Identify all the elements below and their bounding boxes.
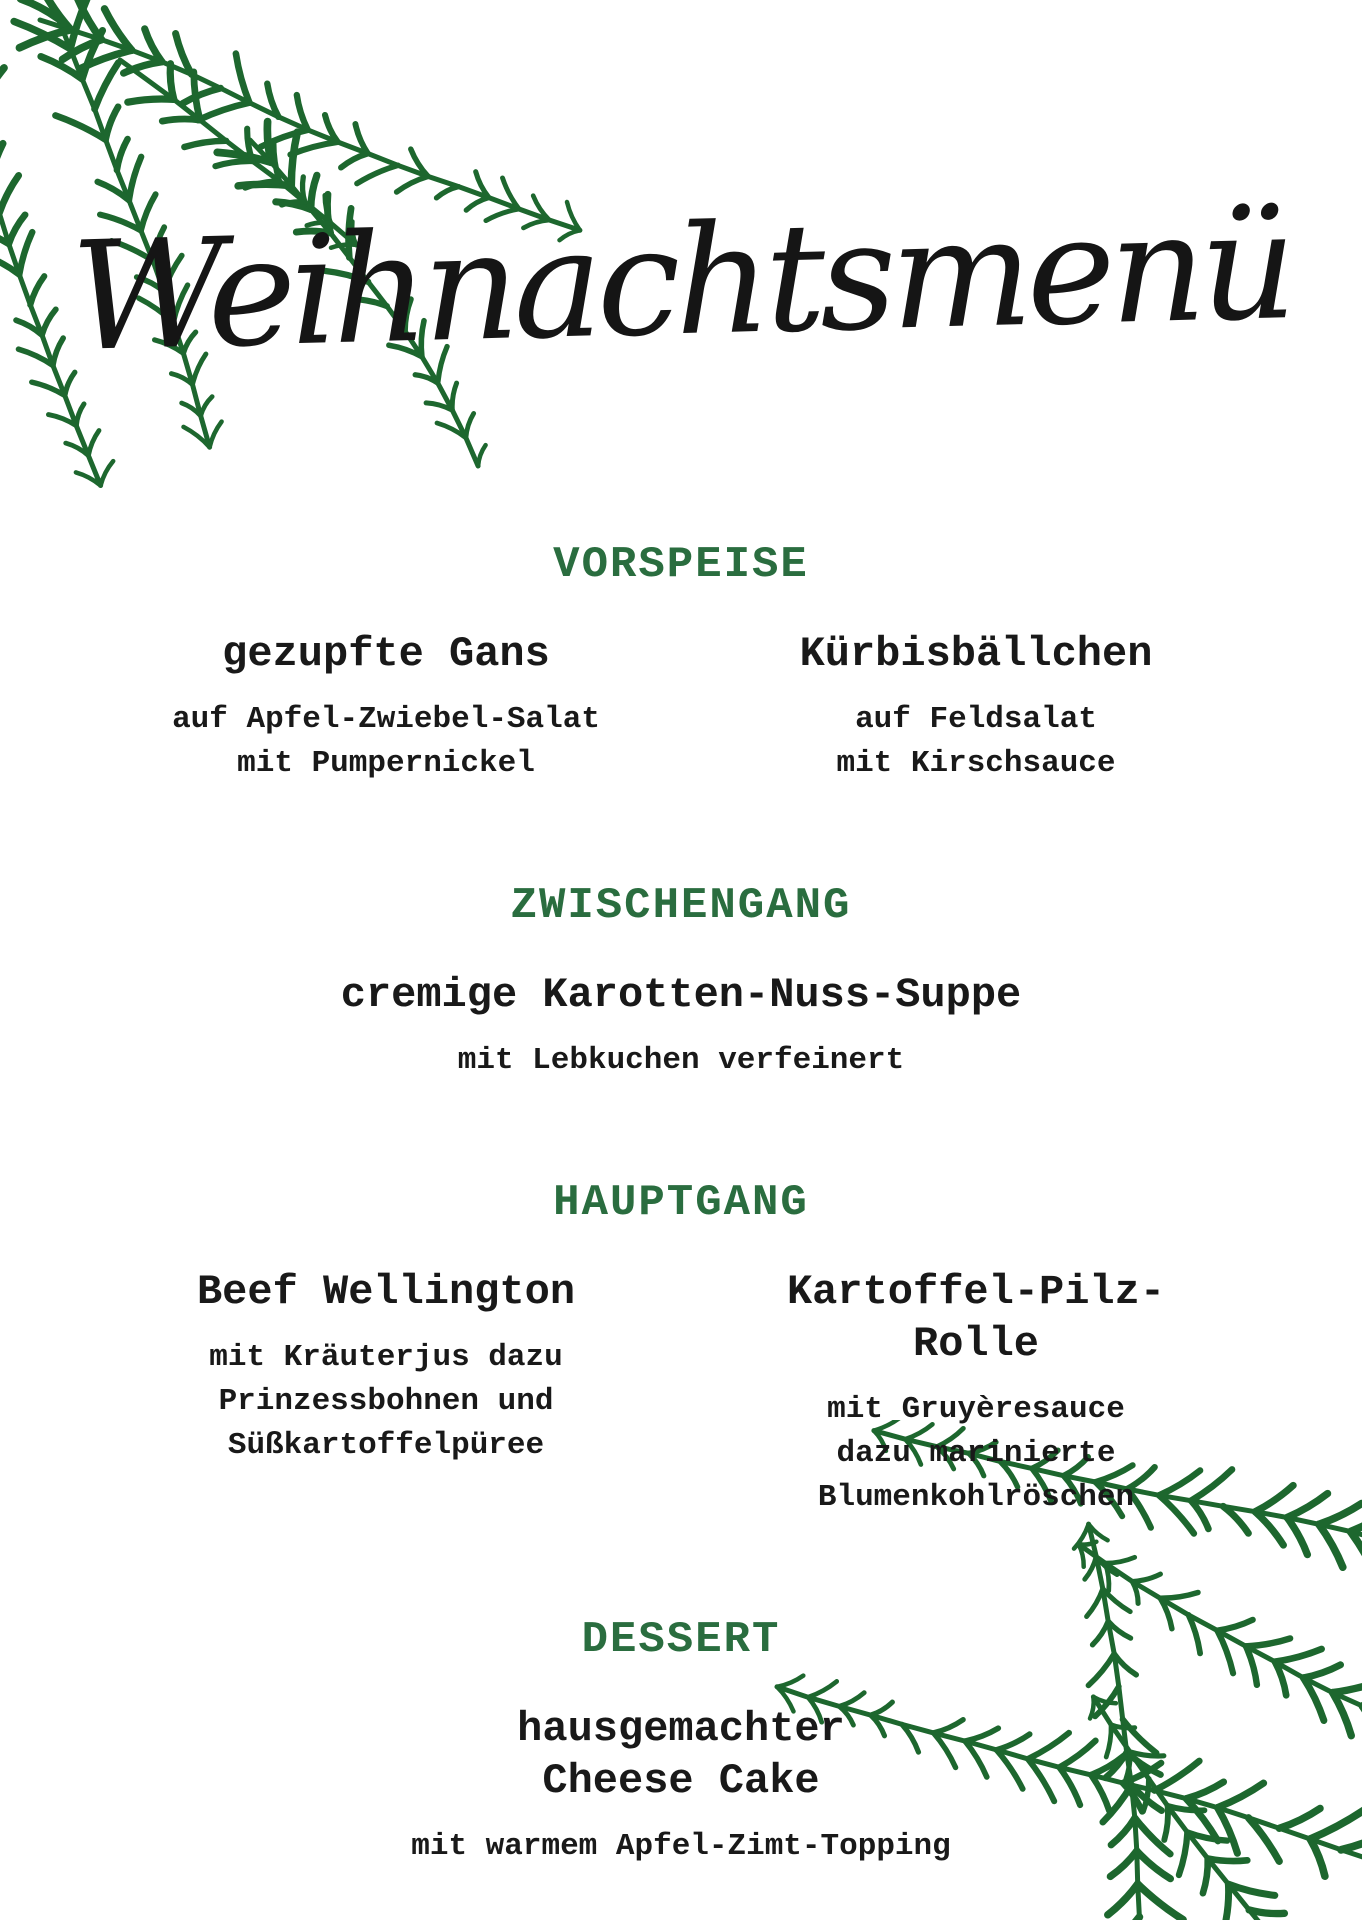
menu-section-vorspeise	[0, 537, 1362, 786]
menu-item	[181, 1703, 1181, 1869]
item-description-line: mit Kirschsauce	[836, 746, 1116, 781]
section-heading: VORSPEISE	[553, 540, 809, 590]
item-description-line: mit Lebkuchen verfeinert	[457, 1043, 905, 1078]
menu-section-hauptgang	[0, 1175, 1362, 1520]
item-description	[181, 1039, 1181, 1083]
item-description	[91, 698, 681, 786]
section-items	[181, 1703, 1181, 1869]
item-description	[181, 1825, 1181, 1869]
section-items	[91, 628, 1271, 786]
section-items	[181, 969, 1181, 1083]
item-description-line: mit Gruyèresauce	[827, 1392, 1125, 1427]
item-description-line: Süßkartoffelpüree	[227, 1428, 545, 1463]
menu-item	[681, 1266, 1271, 1520]
item-name: Kürbisbällchen	[799, 630, 1153, 678]
menu-item	[91, 1266, 681, 1520]
section-items	[91, 1266, 1271, 1520]
menu-item	[91, 628, 681, 786]
item-description	[681, 1388, 1271, 1520]
menu-item	[681, 628, 1271, 786]
menu-title: Weihnachtsmenü	[69, 179, 1293, 385]
item-name: Kartoffel-Pilz-Rolle	[786, 1268, 1166, 1368]
item-description-line: auf Feldsalat	[855, 702, 1097, 737]
menu-section-zwischengang	[0, 878, 1362, 1083]
item-description-line: mit Pumpernickel	[237, 746, 535, 781]
item-name: cremige Karotten-Nuss-Suppe	[340, 971, 1022, 1019]
item-description	[681, 698, 1271, 786]
item-name: gezupfte Gans	[222, 630, 550, 678]
item-description	[91, 1336, 681, 1468]
section-heading: ZWISCHENGANG	[510, 881, 852, 931]
menu-section-dessert	[0, 1612, 1362, 1869]
item-description-line: mit Kräuterjus dazu	[209, 1340, 563, 1375]
menu-sections	[0, 537, 1362, 1869]
item-name: Beef Wellington	[196, 1268, 576, 1316]
section-heading: DESSERT	[581, 1615, 781, 1665]
item-description-line: mit warmem Apfel-Zimt-Topping	[411, 1829, 951, 1864]
menu-item	[181, 969, 1181, 1083]
item-description-line: Blumenkohlröschen	[817, 1480, 1135, 1515]
item-name: hausgemachter Cheese Cake	[517, 1705, 845, 1805]
item-description-line: Prinzessbohnen und	[218, 1384, 554, 1419]
section-heading: HAUPTGANG	[553, 1178, 809, 1228]
item-description-line: dazu marinierte	[836, 1436, 1116, 1471]
item-description-line: auf Apfel-Zwiebel-Salat	[172, 702, 600, 737]
